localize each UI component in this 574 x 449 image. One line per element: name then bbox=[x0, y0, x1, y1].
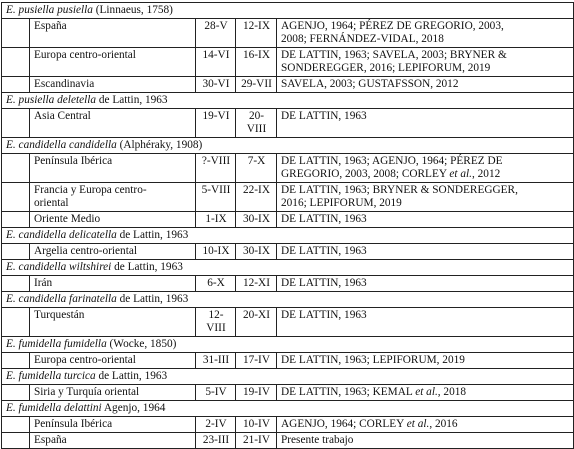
et-al: et al. bbox=[415, 386, 438, 398]
table-body bbox=[2, 3, 574, 449]
taxon-name: E. candidella candidella bbox=[6, 139, 117, 151]
indent-cell bbox=[2, 244, 30, 260]
taxon-author: (Alphéraky, 1908) bbox=[116, 139, 203, 151]
reference-line: AGENJO, 1964; CORLEY et al., 2016 bbox=[281, 418, 458, 430]
taxon-row bbox=[2, 138, 574, 154]
date-from-cell: 10-IX bbox=[196, 244, 236, 260]
date-from-cell: 2-IV bbox=[196, 417, 236, 433]
date-from-cell: 5-IV bbox=[196, 385, 236, 401]
taxon-name: E. fumidella delattini bbox=[6, 402, 102, 414]
region-cell bbox=[30, 244, 196, 260]
taxon-cell bbox=[2, 292, 574, 308]
reference-line: DE LATTIN, 1963; LEPIFORUM, 2019 bbox=[281, 354, 465, 366]
indent-cell bbox=[2, 353, 30, 369]
taxon-cell bbox=[2, 260, 574, 276]
date-to-cell: 17-IV bbox=[236, 353, 277, 369]
reference-line: DE LATTIN, 1963; KEMAL et al., 2018 bbox=[281, 386, 467, 398]
date-from-cell: 1-IX bbox=[196, 212, 236, 228]
record-row bbox=[2, 417, 574, 433]
region-cell bbox=[30, 353, 196, 369]
date-to-cell: 19-IV bbox=[236, 385, 277, 401]
region-cell bbox=[30, 417, 196, 433]
region-name: Península Ibérica bbox=[34, 155, 113, 167]
reference-line: DE LATTIN, 1963 bbox=[281, 277, 367, 289]
region-name: Siria y Turquía oriental bbox=[34, 386, 140, 398]
taxon-name: E. fumidella fumidella bbox=[6, 338, 107, 350]
region-name: Argelia centro-oriental bbox=[34, 245, 137, 257]
record-row bbox=[2, 19, 574, 48]
region-line: Francia y Europa centro- bbox=[34, 184, 147, 196]
taxon-cell bbox=[2, 337, 574, 353]
date-to-cell: 30-IX bbox=[236, 244, 277, 260]
record-row bbox=[2, 244, 574, 260]
date-from-cell: 19-VI bbox=[196, 109, 236, 138]
record-row bbox=[2, 433, 574, 449]
reference-line: DE LATTIN, 1963; SAVELA, 2003; BRYNER & bbox=[281, 49, 507, 61]
taxon-author: (Wocke, 1850) bbox=[106, 338, 177, 350]
indent-cell bbox=[2, 308, 30, 337]
region-line: oriental bbox=[34, 197, 69, 209]
taxon-author: de Lattin, 1963 bbox=[111, 261, 183, 273]
reference-line: SAVELA, 2003; GUSTAFSSON, 2012 bbox=[281, 78, 459, 90]
date-from-cell: 28-V bbox=[196, 19, 236, 48]
record-row bbox=[2, 109, 574, 138]
taxon-author: de Lattin, 1963 bbox=[95, 370, 168, 382]
region-cell bbox=[30, 308, 196, 337]
reference-line: DE LATTIN, 1963; AGENJO, 1964; PÉREZ DE bbox=[281, 155, 503, 167]
reference-line: 2016; LEPIFORUM, 2019 bbox=[281, 197, 402, 209]
region-cell bbox=[30, 77, 196, 93]
taxon-cell bbox=[2, 401, 574, 417]
reference-line: SONDEREGGER, 2016; LEPIFORUM, 2019 bbox=[281, 62, 491, 74]
indent-cell bbox=[2, 183, 30, 212]
indent-cell bbox=[2, 433, 30, 449]
date-to-cell: 7-X bbox=[236, 154, 277, 183]
record-row bbox=[2, 154, 574, 183]
reference-line: 2008; FERNÁNDEZ-VIDAL, 2018 bbox=[281, 33, 444, 45]
record-row bbox=[2, 353, 574, 369]
taxon-row bbox=[2, 337, 574, 353]
references-cell bbox=[277, 77, 574, 93]
reference-line: DE LATTIN, 1963 bbox=[281, 213, 367, 225]
taxon-row bbox=[2, 93, 574, 109]
references-cell bbox=[277, 308, 574, 337]
region-name: Escandinavia bbox=[34, 78, 95, 90]
taxon-row bbox=[2, 3, 574, 19]
record-row bbox=[2, 308, 574, 337]
reference-line: DE LATTIN, 1963 bbox=[281, 245, 367, 257]
region-cell bbox=[30, 212, 196, 228]
date-from-cell: 31-III bbox=[196, 353, 236, 369]
region-name: Turquestán bbox=[34, 309, 85, 321]
et-al: et al. bbox=[449, 168, 472, 180]
reference-line: DE LATTIN, 1963 bbox=[281, 309, 367, 321]
record-row bbox=[2, 385, 574, 401]
taxon-name: E. candidella delicatella bbox=[6, 229, 117, 241]
date-from-cell: 6-X bbox=[196, 276, 236, 292]
date-from-cell: 5-VIII bbox=[196, 183, 236, 212]
taxon-row bbox=[2, 260, 574, 276]
taxon-name: E. fumidella turcica bbox=[6, 370, 96, 382]
taxon-name: E. candidella wiltshirei bbox=[6, 261, 112, 273]
region-name: España bbox=[34, 20, 67, 32]
date-to-cell: 10-IV bbox=[236, 417, 277, 433]
region-cell bbox=[30, 48, 196, 77]
taxon-row bbox=[2, 369, 574, 385]
date-from-cell: 30-VI bbox=[196, 77, 236, 93]
date-from-cell: 14-VI bbox=[196, 48, 236, 77]
taxon-row bbox=[2, 228, 574, 244]
date-to-cell: 12-IX bbox=[236, 19, 277, 48]
references-cell bbox=[277, 244, 574, 260]
indent-cell bbox=[2, 154, 30, 183]
date-to-cell: 22-IX bbox=[236, 183, 277, 212]
references-cell bbox=[277, 154, 574, 183]
references-cell bbox=[277, 276, 574, 292]
indent-cell bbox=[2, 19, 30, 48]
date-to-cell: 21-IV bbox=[236, 433, 277, 449]
references-cell bbox=[277, 385, 574, 401]
date-from-cell: 23-III bbox=[196, 433, 236, 449]
reference-line: DE LATTIN, 1963 bbox=[281, 110, 367, 122]
indent-cell bbox=[2, 276, 30, 292]
taxon-name: E. pusiella deletella bbox=[6, 94, 97, 106]
taxon-author: de Lattin, 1963 bbox=[116, 229, 189, 241]
region-cell bbox=[30, 385, 196, 401]
date-to-cell: 30-IX bbox=[236, 212, 277, 228]
date-to-cell: 20-VIII bbox=[236, 109, 277, 138]
distribution-table bbox=[1, 2, 574, 449]
indent-cell bbox=[2, 77, 30, 93]
indent-cell bbox=[2, 109, 30, 138]
taxon-row bbox=[2, 401, 574, 417]
references-cell bbox=[277, 109, 574, 138]
date-to-cell: 12-XI bbox=[236, 276, 277, 292]
taxon-author: (Linnaeus, 1758) bbox=[92, 4, 173, 16]
reference-line: GREGORIO, 2003, 2008; CORLEY et al., 2012 bbox=[281, 168, 501, 180]
region-cell bbox=[30, 154, 196, 183]
reference-line: DE LATTIN, 1963; BRYNER & SONDEREGGER, bbox=[281, 184, 518, 196]
date-from-cell: ?-VIII bbox=[196, 154, 236, 183]
references-cell bbox=[277, 19, 574, 48]
date-from-cell: 12-VIII bbox=[196, 308, 236, 337]
region-cell bbox=[30, 109, 196, 138]
references-cell bbox=[277, 353, 574, 369]
taxon-cell bbox=[2, 369, 574, 385]
reference-line: Presente trabajo bbox=[281, 434, 354, 446]
record-row bbox=[2, 183, 574, 212]
references-cell bbox=[277, 212, 574, 228]
region-cell bbox=[30, 433, 196, 449]
region-cell bbox=[30, 19, 196, 48]
taxon-cell bbox=[2, 93, 574, 109]
region-name: Oriente Medio bbox=[34, 213, 101, 225]
region-cell bbox=[30, 183, 196, 212]
record-row bbox=[2, 276, 574, 292]
taxon-author: de Lattin, 1963 bbox=[116, 293, 189, 305]
region-name: Península Ibérica bbox=[34, 418, 113, 430]
record-row bbox=[2, 212, 574, 228]
reference-line: AGENJO, 1964; PÉREZ DE GREGORIO, 2003, bbox=[281, 20, 504, 32]
references-cell bbox=[277, 417, 574, 433]
references-cell bbox=[277, 183, 574, 212]
record-row bbox=[2, 77, 574, 93]
taxon-row bbox=[2, 292, 574, 308]
et-al: et al. bbox=[406, 418, 430, 430]
taxon-cell bbox=[2, 3, 574, 19]
taxon-name: E. candidella farinatella bbox=[6, 293, 117, 305]
indent-cell bbox=[2, 385, 30, 401]
date-to-cell: 20-XI bbox=[236, 308, 277, 337]
indent-cell bbox=[2, 417, 30, 433]
date-to-cell: 16-IX bbox=[236, 48, 277, 77]
taxon-author: de Lattin, 1963 bbox=[96, 94, 168, 106]
date-to-cell: 29-VII bbox=[236, 77, 277, 93]
taxon-author: Agenjo, 1964 bbox=[101, 402, 166, 414]
references-cell bbox=[277, 48, 574, 77]
region-name: Asia Central bbox=[34, 110, 91, 122]
indent-cell bbox=[2, 212, 30, 228]
region-name: Europa centro-oriental bbox=[34, 354, 136, 366]
taxon-name: E. pusiella pusiella bbox=[6, 4, 93, 16]
taxon-cell bbox=[2, 228, 574, 244]
region-name: Europa centro-oriental bbox=[34, 49, 136, 61]
taxon-cell bbox=[2, 138, 574, 154]
indent-cell bbox=[2, 48, 30, 77]
region-name: Irán bbox=[34, 277, 53, 289]
references-cell bbox=[277, 433, 574, 449]
region-cell bbox=[30, 276, 196, 292]
region-name: España bbox=[34, 434, 67, 446]
record-row bbox=[2, 48, 574, 77]
